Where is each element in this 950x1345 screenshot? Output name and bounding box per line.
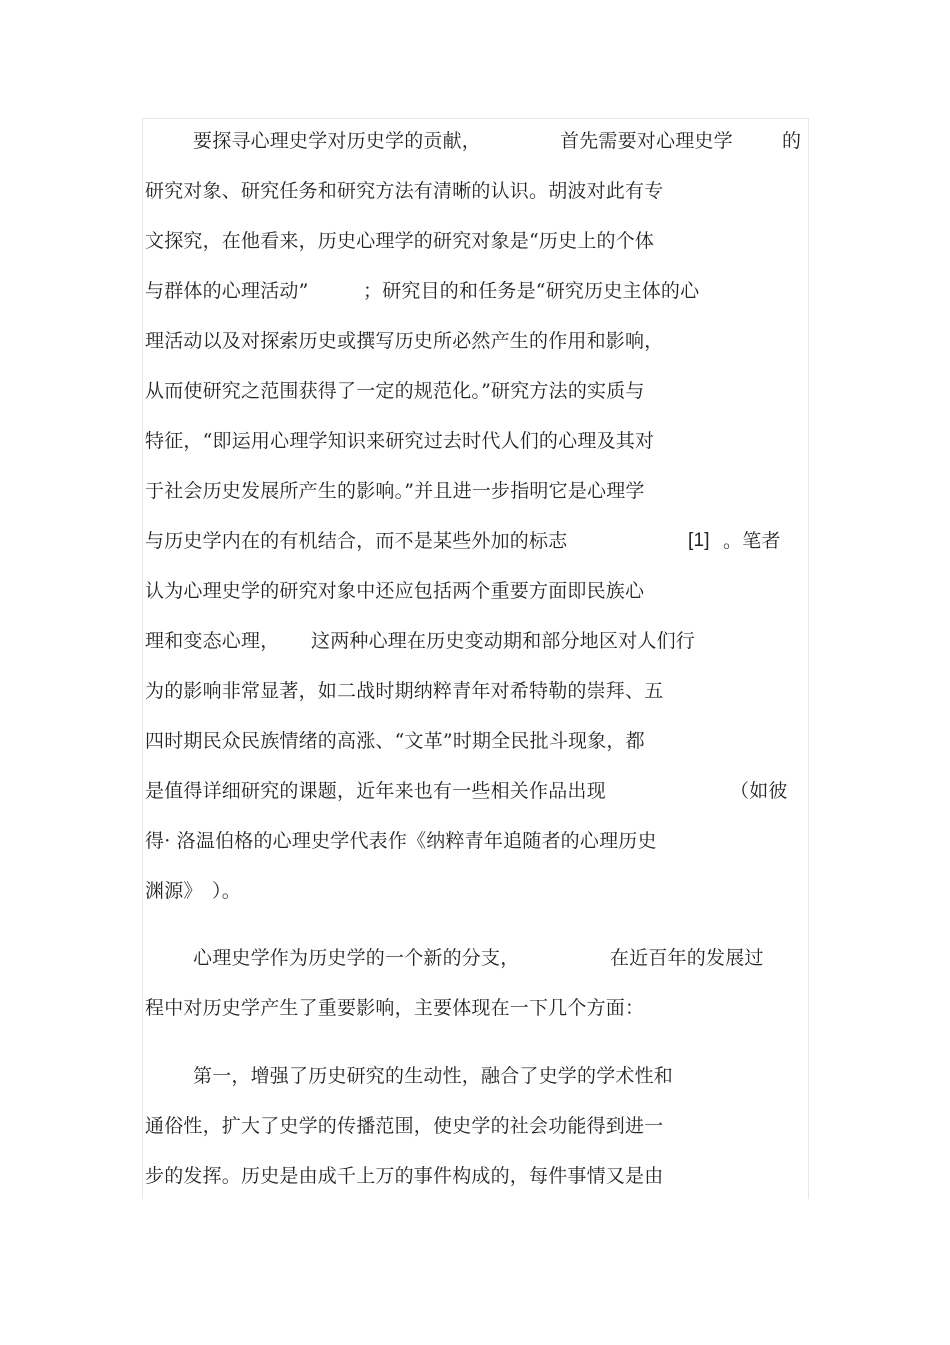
text-line: 于社会历史发展所产生的影响。”并且进一步指明它是心理学 <box>145 480 645 502</box>
text-line: 四时期民众民族情绪的高涨、“文革”时期全民批斗现象，都 <box>145 730 645 752</box>
text-line: 第一，增强了历史研究的生动性，融合了史学的学术性和 <box>193 1065 674 1087</box>
text-line: 程中对历史学产生了重要影响，主要体现在一下几个方面： <box>145 997 645 1019</box>
text-line: 得· 洛温伯格的心理史学代表作《纳粹青年追随者的心理历史 <box>145 830 657 852</box>
text-segment: 渊源》 <box>145 880 203 902</box>
text-line <box>145 626 810 656</box>
text-segment: 是值得详细研究的课题，近年来也有一些相关作品出现 <box>145 780 606 802</box>
text-line: 研究对象、研究任务和研究方法有清晰的认识。胡波对此有专 <box>145 180 664 202</box>
text-line: 特征，“即运用心理学知识来研究过去时代人们的心理及其对 <box>145 430 655 452</box>
text-line <box>145 126 810 156</box>
text-line <box>145 276 810 306</box>
text-line: 理活动以及对探索历史或撰写历史所必然产生的作用和影响， <box>145 330 664 352</box>
text-segment: ；研究目的和任务是“研究历史主体的心 <box>363 280 700 302</box>
text-line: 为的影响非常显著，如二战时期纳粹青年对希特勒的崇拜、五 <box>145 680 664 702</box>
text-line: 通俗性，扩大了史学的传播范围，使史学的社会功能得到进一 <box>145 1115 664 1137</box>
text-segment: 的 <box>782 130 802 152</box>
citation-reference: [1] <box>688 530 710 551</box>
text-segment: 理和变态心理， <box>145 630 280 652</box>
text-line <box>145 526 810 556</box>
text-segment: 在近百年的发展过 <box>610 947 764 969</box>
text-line: 认为心理史学的研究对象中还应包括两个重要方面即民族心 <box>145 580 645 602</box>
text-line: 从而使研究之范围获得了一定的规范化。”研究方法的实质与 <box>145 380 645 402</box>
text-segment: （如彼 <box>730 780 788 802</box>
text-segment: 与历史学内在的有机结合，而不是某些外加的标志 <box>145 530 568 552</box>
text-line <box>145 876 810 906</box>
text-line <box>145 776 810 806</box>
text-segment: ）。 <box>212 880 241 902</box>
text-line <box>145 943 810 973</box>
text-segment: 心理史学作为历史学的一个新的分支， <box>193 947 520 969</box>
text-line: 步的发挥。历史是由成千上万的事件构成的，每件事情又是由 <box>145 1165 664 1187</box>
text-segment: 这两种心理在历史变动期和部分地区对人们行 <box>311 630 696 652</box>
text-segment: 与群体的心理活动” <box>145 280 309 302</box>
text-segment: 要探寻心理史学对历史学的贡献， <box>193 130 482 152</box>
text-segment: 首先需要对心理史学 <box>560 130 733 152</box>
text-line: 文探究，在他看来，历史心理学的研究对象是“历史上的个体 <box>145 230 655 252</box>
text-segment: 。笔者 <box>723 530 781 552</box>
